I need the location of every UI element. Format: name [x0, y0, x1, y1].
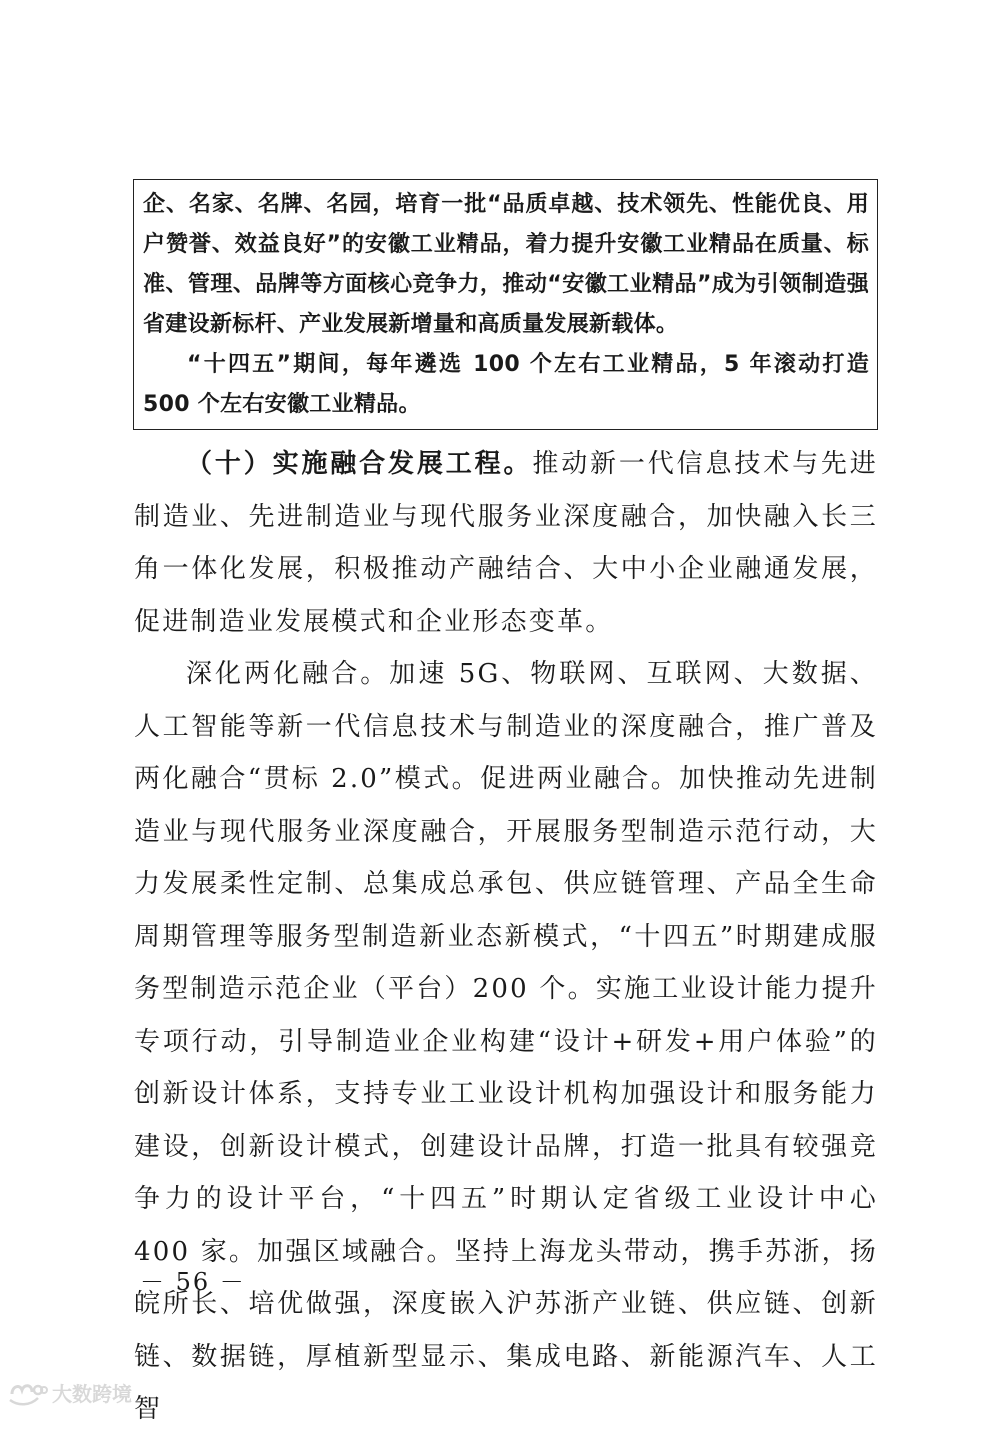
logo-icon	[8, 1380, 48, 1406]
highlight-box	[133, 179, 878, 430]
section-paragraph-2: 深化两化融合。加速 5G、物联网、互联网、大数据、人工智能等新一代信息技术与制造业的深度融合，推广普及两化融合“贯标 2.0”模式。促进两业融合。加快推动先进制造业与现代服务业深度融合，开展服务型制造示范行动，大力发展柔性定制、总集成总承包、供应链管理、产品全生命周期管理等服务型制造新业态新模式，“十四五”时期建成服务型制造示范企业（平台）200 个。实施工业设计能力提升专项行动，引导制造业企业构建“设计+研发+用户体验”的创新设计体系，支持专业工业设计机构加强设计和服务能力建设，创新设计模式，创建设计品牌，打造一批具有较强竞争力的设计平台，“十四五”时期认定省级工业设计中心 400 家。加强区域融合。坚持上海龙头带动，携手苏浙，扬皖所长、培优做强，深度嵌入沪苏浙产业链、供应链、创新链、数据链，厚植新型显示、集成电路、新能源汽车、人工智	[134, 659, 878, 1424]
box-paragraph-2: “十四五”期间，每年遴选 100 个左右工业精品，5 年滚动打造 500 个左右安徽工业精品。	[143, 352, 869, 417]
section-heading: （十）实施融合发展工程。	[186, 449, 533, 479]
section-intro: 推动新一代信息技术与先进制造业、先进制造业与现代服务业深度融合，加快融入长三角一体化发展，积极推动产融结合、大中小企业融通发展，促进制造业发展模式和企业形态变革。	[134, 449, 878, 637]
watermark-text: 大数跨境	[52, 1382, 132, 1406]
watermark	[8, 1378, 132, 1407]
page-number: － 56 －	[140, 1268, 246, 1296]
box-paragraph-1: 企、名家、名牌、名园，培育一批“品质卓越、技术领先、性能优良、用户赞誉、效益良好”的安徽工业精品，着力提升安徽工业精品在质量、标准、管理、品牌等方面核心竞争力，推动“安徽工业精品”成为引领制造强省建设新标杆、产业发展新增量和高质量发展新载体。	[143, 192, 869, 337]
section-paragraph-1	[134, 438, 878, 648]
